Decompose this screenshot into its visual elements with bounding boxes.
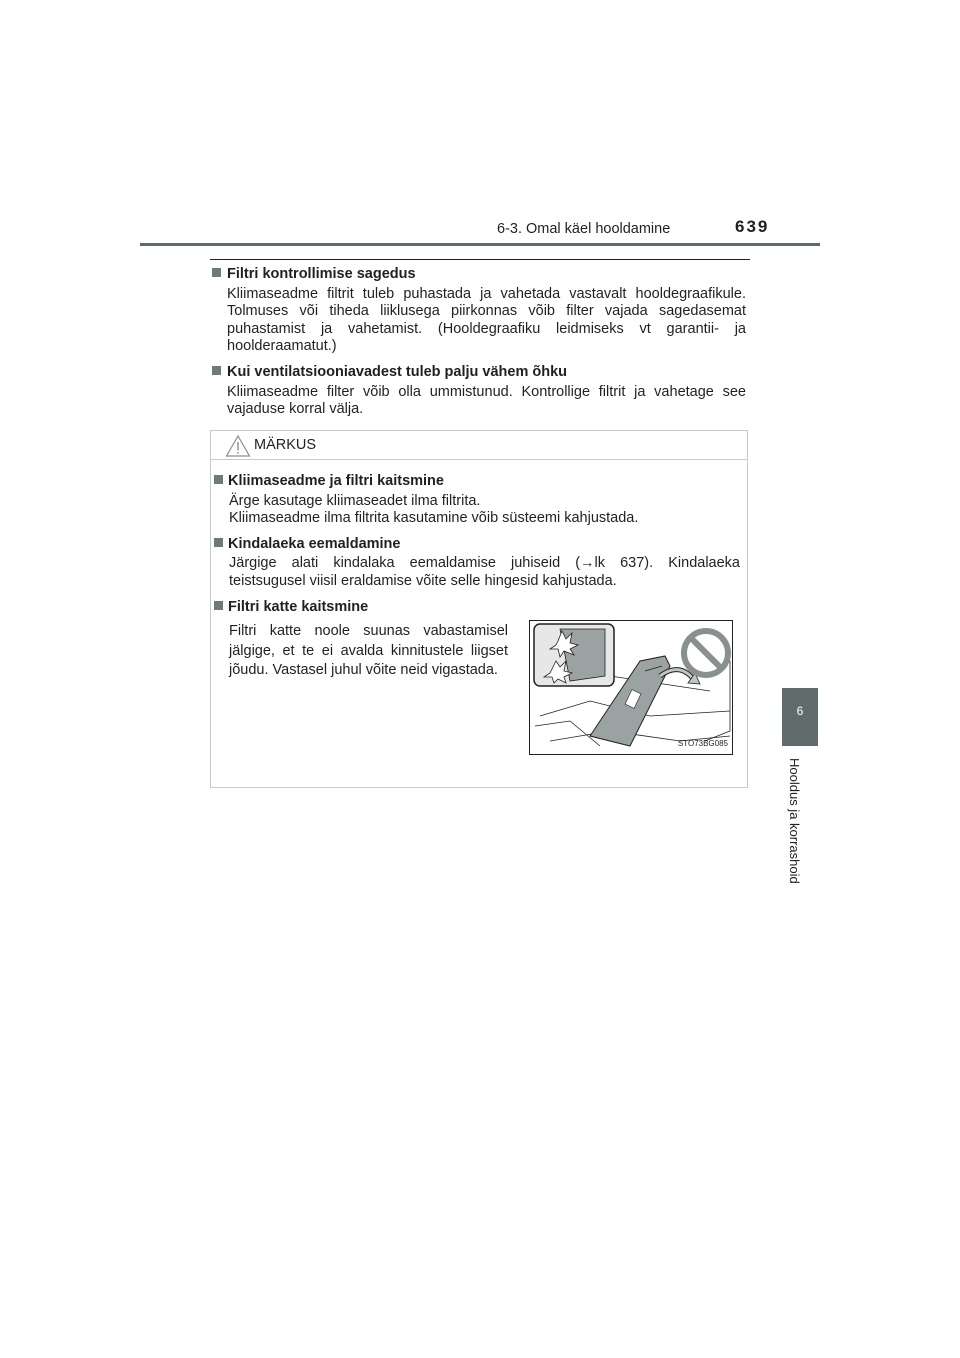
notice-heading: Filtri katte kaitsmine <box>214 599 740 617</box>
bullet-square-icon <box>212 366 221 375</box>
notice-box <box>210 430 748 788</box>
header-rule <box>140 243 820 246</box>
section-heading: Kui ventilatsiooniavadest tuleb palju vähem õhku <box>210 364 746 382</box>
bullet-square-icon <box>214 601 223 610</box>
section-text: Kliimaseadme filter võib olla ummistunud. Kontrollige filtrit ja vahetage see vajaduse korral välja. <box>227 383 746 418</box>
notice-body <box>214 473 740 786</box>
notice-text: Ärge kasutage kliimaseadet ilma filtrita. Kliimaseadme ilma filtrita kasutamine võib süsteemi kahjustada. <box>229 492 639 527</box>
bullet-square-icon <box>212 268 221 277</box>
notice-header <box>211 431 747 460</box>
notice-split <box>214 616 740 786</box>
chapter-tab[interactable]: 6 <box>782 688 818 746</box>
header-section-title: 6-3. Omal käel hooldamine <box>497 221 671 237</box>
notice-heading: Kliimaseadme ja filtri kaitsmine <box>214 473 740 491</box>
figure-code: STO73BG085 <box>677 738 728 748</box>
warning-triangle-icon <box>225 434 251 458</box>
section-text: Kliimaseadme filtrit tuleb puhastada ja vahetada vastavalt hooldegraafikule. Tolmuses või tiheda liiklusega piirkonnas võib filter vajada sagedasemat puhastamist ja vahetamist. (Hooldegraafiku leidmiseks vt garantii- ja hoolderaamatut.) <box>227 285 746 355</box>
section-heading: Filtri kontrollimise sagedus <box>210 266 746 284</box>
filter-cover-illustration <box>529 620 733 755</box>
chapter-label: Hooldus ja korrashoid <box>787 758 802 884</box>
notice-text: Filtri katte noole suunas vabastamisel jälgige, et te ei avalda kinnitustele liigset jõudu. Vastasel juhul võite neid vigastada. <box>229 623 508 679</box>
bullet-square-icon <box>214 538 223 547</box>
main-content <box>210 266 746 427</box>
notice-title: MÄRKUS <box>254 437 317 453</box>
page-number: 639 <box>735 217 770 236</box>
content-top-rule <box>210 259 750 260</box>
notice-text: Järgige alati kindalaka eemaldamise juhiseid (→lk 637). Kindalaeka teistsugusel viisil eraldamise võite selle hingesid kahjustada. <box>229 555 740 589</box>
notice-heading: Kindalaeka eemaldamine <box>214 536 740 554</box>
bullet-square-icon <box>214 475 223 484</box>
